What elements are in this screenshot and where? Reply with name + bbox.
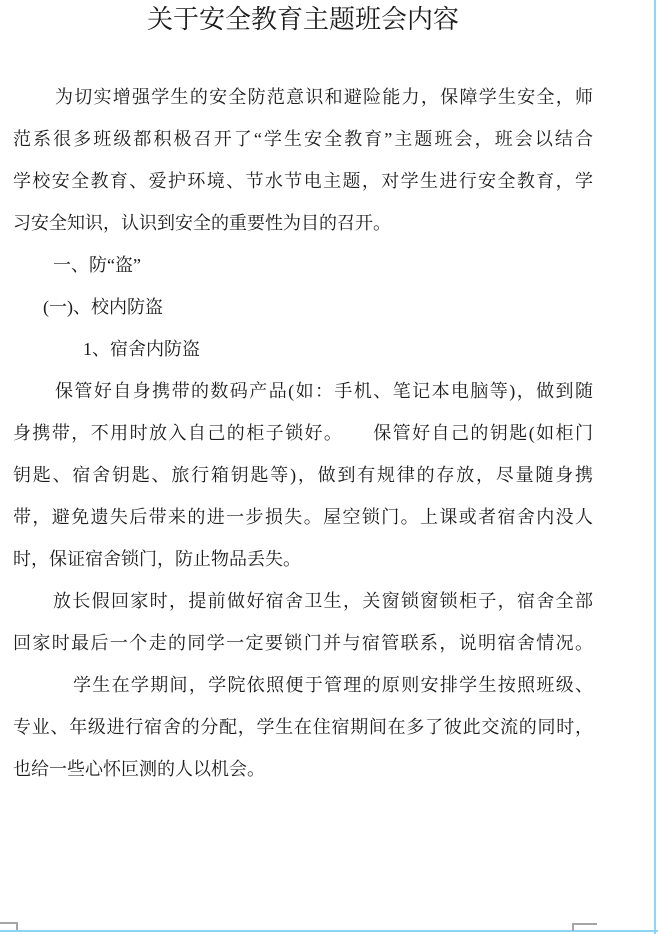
text-line: 范系很多班级都积极召开了“学生安全教育”主题班会，班会以结合 — [13, 129, 593, 149]
text-line: 带，避免遗失后带来的进一步损失。屋空锁门。上课或者宿舍内没人 — [13, 507, 593, 527]
text-line: 身携带，不用时放入自己的柜子锁好。 保管好自己的钥匙(如柜门 — [13, 423, 593, 443]
text-line: 为切实增强学生的安全防范意识和避险能力，保障学生安全，师 — [55, 87, 593, 107]
text-line: 也给一些心怀叵测的人以机会。 — [13, 759, 265, 779]
text-line: 学生在学期间，学院依照便于管理的原则安排学生按照班级、 — [73, 675, 593, 695]
margin-corner-right — [572, 923, 597, 931]
text-line: 放长假回家时，提前做好宿舍卫生，关窗锁窗锁柜子，宿舍全部 — [53, 591, 593, 611]
margin-corner-left — [0, 922, 18, 930]
text-line: 专业、年级进行宿舍的分配，学生在住宿期间在多了彼此交流的同时， — [13, 717, 593, 737]
page-edge-right — [654, 0, 656, 934]
text-line: 习安全知识，认识到安全的重要性为目的召开。 — [13, 213, 391, 233]
page-edge-bottom — [0, 930, 658, 932]
document-title: 关于安全教育主题班会内容 — [146, 5, 459, 34]
text-line: 一、防“盗” — [53, 255, 141, 275]
text-line: 学校安全教育、爱护环境、节水节电主题，对学生进行安全教育，学 — [13, 171, 593, 191]
text-line: 保管好自身携带的数码产品(如：手机、笔记本电脑等)，做到随 — [55, 381, 593, 401]
document-body — [13, 76, 593, 790]
text-line: 钥匙、宿舍钥匙、旅行箱钥匙等)，做到有规律的存放，尽量随身携 — [13, 465, 593, 485]
text-line: 时，保证宿舍锁门，防止物品丢失。 — [13, 549, 301, 569]
text-line: 回家时最后一个走的同学一定要锁门并与宿管联系，说明宿舍情况。 — [13, 633, 593, 653]
text-line: 1、宿舍内防盗 — [83, 339, 200, 359]
text-line: (一)、校内防盗 — [43, 297, 163, 317]
